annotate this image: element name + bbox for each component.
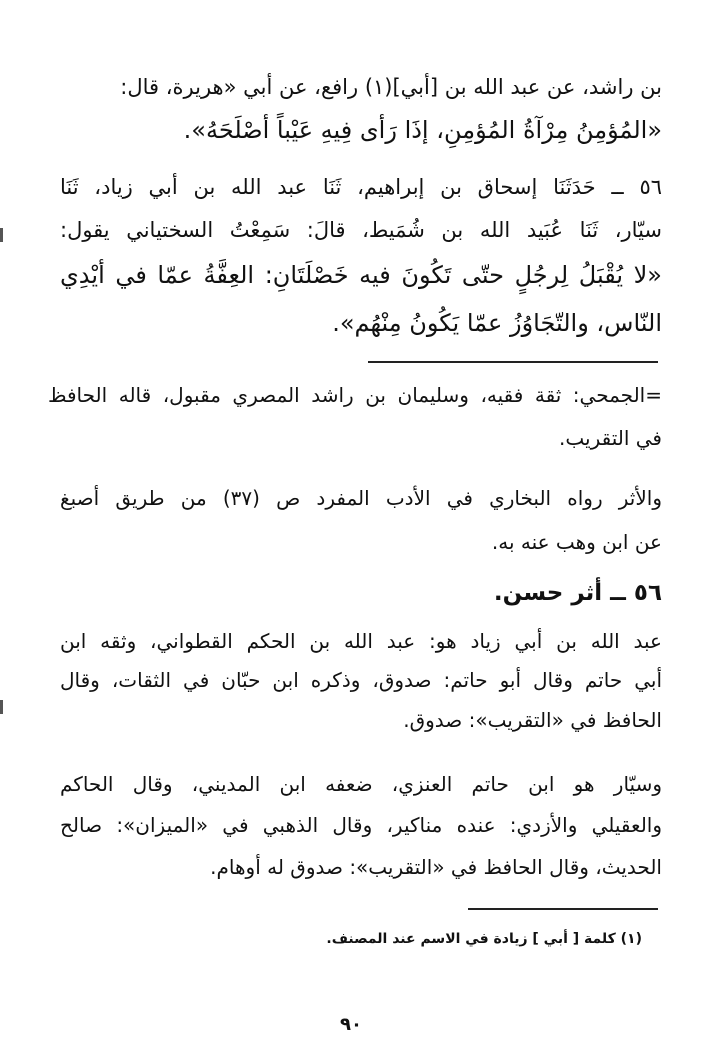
commentary-line-8: وسيّار هو ابن حاتم العنزي، ضعفه ابن المديني، وقال الحاكم [60,772,662,796]
commentary-line-1: =الجمحي: ثقة فقيه، وسليمان بن راشد المصري مقبول، قاله الحافظ [48,383,662,407]
main-text-line-4: سيّار، ثَنَا عُبَيد الله بن شُمَيط، قالَ: سَمِعْتُ السختياني يقول: [60,218,662,242]
main-text-line-3: ٥٦ ــ حَدَثَنَا إسحاق بن إبراهيم، ثَنَا عبد الله بن أبي زياد، ثَنَا [60,175,662,199]
footnote-rule [468,908,658,910]
main-text-line-2: «المُؤمِنُ مِرْآةُ المُؤمِنِ، إذَا رَأى فِيهِ عَيْباً أصْلَحَهُ». [183,116,662,144]
commentary-line-6: أبي حاتم وقال أبو حاتم: صدوق، وذكره ابن حبّان في الثقات، وقال [60,668,662,692]
footnote: (١) كلمة [ أبي ] زيادة في الاسم عند المصنف. [326,931,642,947]
commentary-line-2: في التقريب. [559,426,662,450]
section-heading: ٥٦ ــ أثر حسن. [493,580,662,606]
commentary-line-7: الحافظ في «التقريب»: صدوق. [403,708,662,732]
main-text-line-5: «لا يُقْبَلُ لِرجُلٍ حتّى تَكُونَ فيه خَصْلَتَانِ: العِفَّةُ عمّا في أيْدِي [60,261,662,289]
margin-mark [0,228,3,242]
commentary-line-4: عن ابن وهب عنه به. [491,530,662,554]
main-text-line-1: بن راشد، عن عبد الله بن [أبي](١) رافع، عن أبي «هريرة، قال: [120,75,662,99]
commentary-line-3: والأثر رواه البخاري في الأدب المفرد ص (٣٧) من طريق أصبغ [60,486,662,510]
commentary-line-9: والعقيلي والأزدي: عنده مناكير، وقال الذهبي في «الميزان»: صالح [60,813,662,837]
page-number: ٩٠ [340,1014,362,1035]
commentary-line-10: الحديث، وقال الحافظ في «التقريب»: صدوق له أوهام. [210,855,662,879]
commentary-line-5: عبد الله بن أبي زياد هو: عبد الله بن الحكم القطواني، وثقه ابن [60,629,662,653]
separator-rule [368,361,658,363]
main-text-line-6: النّاس، والتّجَاوُزُ عمّا يَكُونُ مِنْهُم». [332,309,662,337]
margin-mark [0,700,3,714]
